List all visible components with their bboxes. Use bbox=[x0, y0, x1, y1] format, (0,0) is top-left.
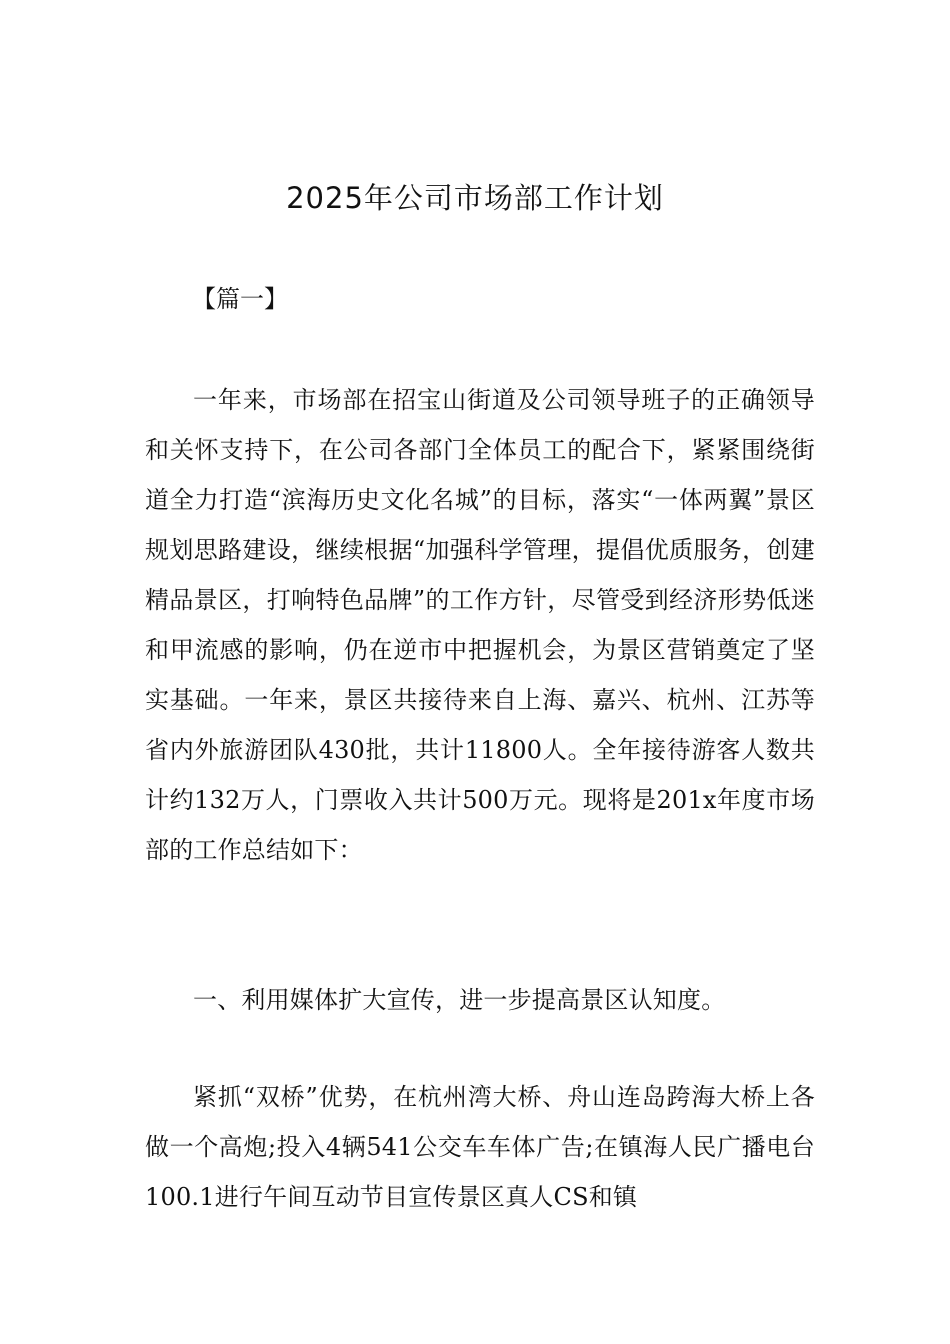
document-title: 2025年公司市场部工作计划 bbox=[286, 181, 664, 215]
section-label: 【篇一】 bbox=[192, 285, 288, 313]
body-paragraph: 一年来，市场部在招宝山街道及公司领导班子的正确领导和关怀支持下，在公司各部门全体员工的配合下，紧紧围绕街道全力打造“滨海历史文化名城”的目标，落实“一体两翼”景区规划思路建设，继续根据“加强科学管理，提倡优质服务，创建精品景区，打响特色品牌”的工作方针，尽管受到经济形势低迷和甲流感的影响，仍在逆市中把握机会，为景区营销奠定了坚实基础。一年来，景区共接待来自上海、嘉兴、杭州、江苏等省内外旅游团队430批，共计11800人。全年接待游客人数共计约132万人，门票收入共计500万元。现将是201x年度市场部的工作总结如下： bbox=[145, 386, 815, 864]
section-heading: 一、利用媒体扩大宣传，进一步提高景区认知度。 bbox=[193, 986, 726, 1014]
body-paragraph: 紧抓“双桥”优势，在杭州湾大桥、舟山连岛跨海大桥上各做一个高炮;投入4辆541公交车车体广告;在镇海人民广播电台100.1进行午间互动节目宣传景区真人CS和镇 bbox=[145, 1083, 815, 1211]
